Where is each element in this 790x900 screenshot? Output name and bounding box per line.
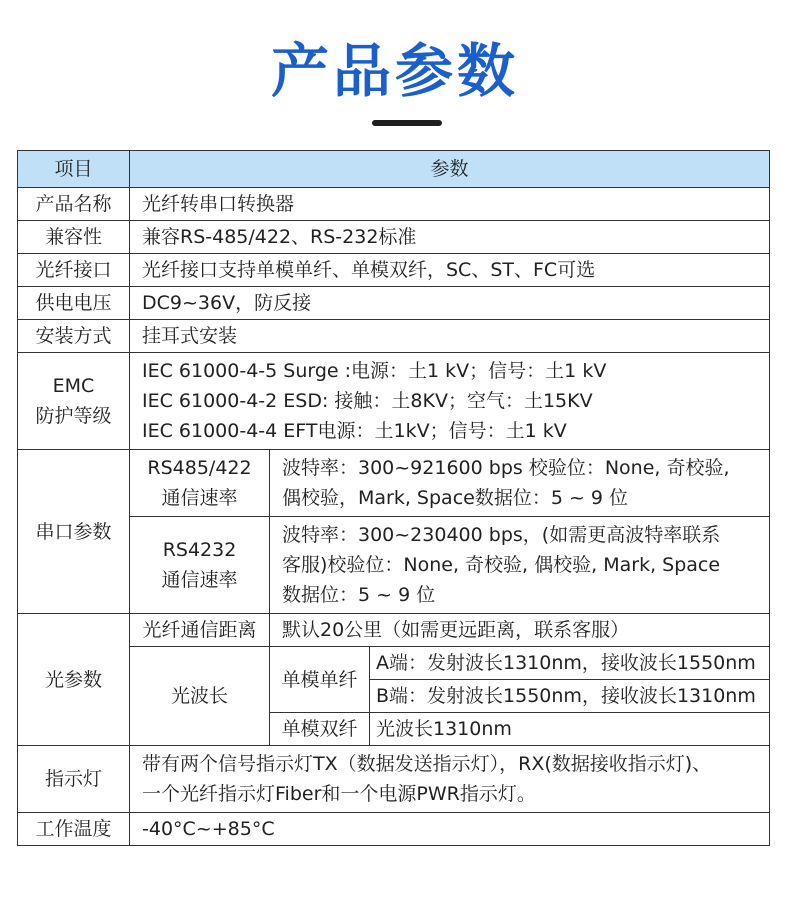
table-row (18, 813, 770, 846)
optical-wavelength-label: 光波长 (130, 647, 270, 746)
rs232-line-1: 波特率：300~230400 bps，(如需更高波特率联系 (282, 524, 721, 546)
indicator-line-2: 一个光纤指示灯Fiber和一个电源PWR指示灯。 (142, 783, 536, 805)
rs485-label-line-1: RS485/422 (147, 457, 252, 479)
table-row (18, 517, 770, 614)
indicator-line-1: 带有两个信号指示灯TX（数据发送指示灯），RX(数据接收指示灯)、 (142, 753, 712, 775)
rs232-label-line-1: RS4232 (162, 539, 237, 561)
single-fiber-label: 单模单纤 (270, 647, 370, 713)
table-row (18, 254, 770, 287)
serial-rs232-value (270, 517, 770, 614)
serial-rs485-value (270, 450, 770, 517)
table-row (18, 221, 770, 254)
row-label-compat: 兼容性 (18, 221, 130, 254)
rs485-line-2: 偶校验，Mark, Space数据位：5 ~ 9 位 (282, 487, 629, 509)
row-label-indicator: 指示灯 (18, 746, 130, 813)
row-value-indicator (130, 746, 770, 813)
row-label-optical: 光参数 (18, 614, 130, 746)
row-value-compat: 兼容RS-485/422、RS-232标准 (130, 221, 770, 254)
row-label-emc (18, 353, 130, 450)
header-item: 项目 (18, 151, 130, 188)
rs485-line-1: 波特率：300~921600 bps 校验位：None, 奇校验, (282, 457, 730, 479)
table-row (18, 287, 770, 320)
row-label-temp: 工作温度 (18, 813, 130, 846)
rs232-line-3: 数据位：5 ~ 9 位 (282, 584, 436, 606)
dual-fiber-label: 单模双纤 (270, 713, 370, 746)
rs485-label-line-2: 通信速率 (161, 487, 238, 509)
page-title: 产品参数 (270, 37, 519, 105)
title-underline (372, 120, 442, 126)
row-label-fiber: 光纤接口 (18, 254, 130, 287)
table-header-row (18, 151, 770, 188)
row-value-power: DC9~36V，防反接 (130, 287, 770, 320)
table-row (18, 746, 770, 813)
row-value-install: 挂耳式安装 (130, 320, 770, 353)
emc-line-2: IEC 61000-4-2 ESD: 接触：土8KV；空气：土15KV (142, 390, 593, 412)
spec-table (17, 150, 770, 846)
table-row (18, 614, 770, 647)
row-label-product-name: 产品名称 (18, 188, 130, 221)
row-value-product-name: 光纤转串口转换器 (130, 188, 770, 221)
row-value-fiber: 光纤接口支持单模单纤、单模双纤，SC、ST、FC可选 (130, 254, 770, 287)
serial-rs232-label (130, 517, 270, 614)
table-row (18, 353, 770, 450)
emc-line-3: IEC 61000-4-4 EFT电源：土1kV；信号：土1 kV (142, 420, 567, 442)
emc-line-1: IEC 61000-4-5 Surge :电源：土1 kV；信号：土1 kV (142, 360, 607, 382)
emc-label-line-2: 防护等级 (35, 405, 112, 427)
header-param: 参数 (130, 151, 770, 188)
serial-rs485-label (130, 450, 270, 517)
rs232-line-2: 客服)校验位：None, 奇校验, 偶校验, Mark, Space (282, 554, 721, 576)
table-row (18, 320, 770, 353)
row-label-serial: 串口参数 (18, 450, 130, 614)
single-fiber-b: B端：发射波长1550nm，接收波长1310nm (370, 680, 770, 713)
dual-fiber-value: 光波长1310nm (370, 713, 770, 746)
row-label-power: 供电电压 (18, 287, 130, 320)
table-row (18, 450, 770, 517)
optical-distance-label: 光纤通信距离 (130, 614, 270, 647)
row-label-install: 安装方式 (18, 320, 130, 353)
optical-distance-value: 默认20公里（如需更远距离，联系客服） (270, 614, 770, 647)
rs232-label-line-2: 通信速率 (161, 569, 238, 591)
table-row (18, 188, 770, 221)
single-fiber-a: A端：发射波长1310nm，接收波长1550nm (370, 647, 770, 680)
row-value-emc (130, 353, 770, 450)
table-row (18, 647, 770, 680)
row-value-temp: -40°C~+85°C (130, 813, 770, 846)
emc-label-line-1: EMC (52, 375, 95, 397)
